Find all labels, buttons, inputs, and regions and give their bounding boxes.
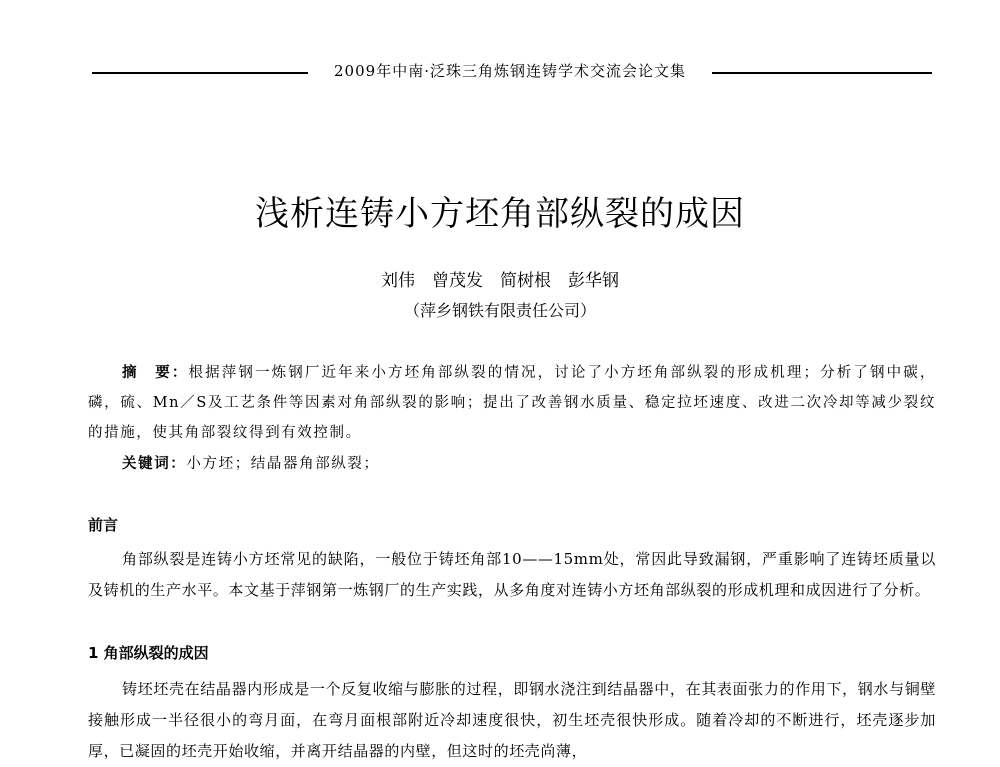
section-paragraph-intro: 角部纵裂是连铸小方坯常见的缺陷，一般位于铸坯角部10——15mm处，常因此导致漏钢，严重影响了连铸坯质量以及铸机的生产水平。本文基于萍钢第一炼钢厂的生产实践，从多角度对连铸小方坯角部纵裂的形成机理和成因进行了分析。: [88, 550, 936, 599]
section-heading-intro: 前言: [88, 516, 119, 534]
paper-title: 浅析连铸小方坯角部纵裂的成因: [255, 194, 745, 234]
abstract: [88, 358, 936, 448]
affiliation: （萍乡钢铁有限责任公司）: [403, 301, 596, 320]
section-paragraph-1: 铸坯坯壳在结晶器内形成是一个反复收缩与膨胀的过程，即钢水浇注到结晶器中，在其表面张力的作用下，钢水与铜壁接触形成一半径很小的弯月面，在弯月面根部附近冷却速度很快，初生坯壳很快形成。随着冷却的不断进行，坯壳逐步加厚，已凝固的坯壳开始收缩，并离开结晶器的内壁，但这时的坯壳尚薄，: [88, 680, 936, 760]
abstract-text: 根据萍钢一炼钢厂近年来小方坯角部纵裂的情况，讨论了小方坯角部纵裂的形成机理；分析了钢中碳，磷，硫、Mn／S及工艺条件等因素对角部纵裂的影响；提出了改善钢水质量、稳定拉坯速度、改进二次冷却等减少裂纹的措施，使其角部裂纹得到有效控制。: [88, 365, 936, 441]
keywords: [122, 452, 936, 473]
keywords-text: 小方坯；结晶器角部纵裂；: [186, 456, 380, 472]
section-heading-1: 1 角部纵裂的成因: [88, 644, 209, 662]
abstract-label: 摘 要：: [122, 364, 189, 381]
keywords-label: 关键词：: [122, 455, 187, 472]
header-rule-left: [92, 72, 308, 74]
authors: 刘伟 曾茂发 简树根 彭华钢: [381, 271, 619, 291]
running-header: 2009年中南·泛珠三角炼钢连铸学术交流会论文集: [334, 62, 686, 80]
header-rule-right: [712, 72, 932, 74]
